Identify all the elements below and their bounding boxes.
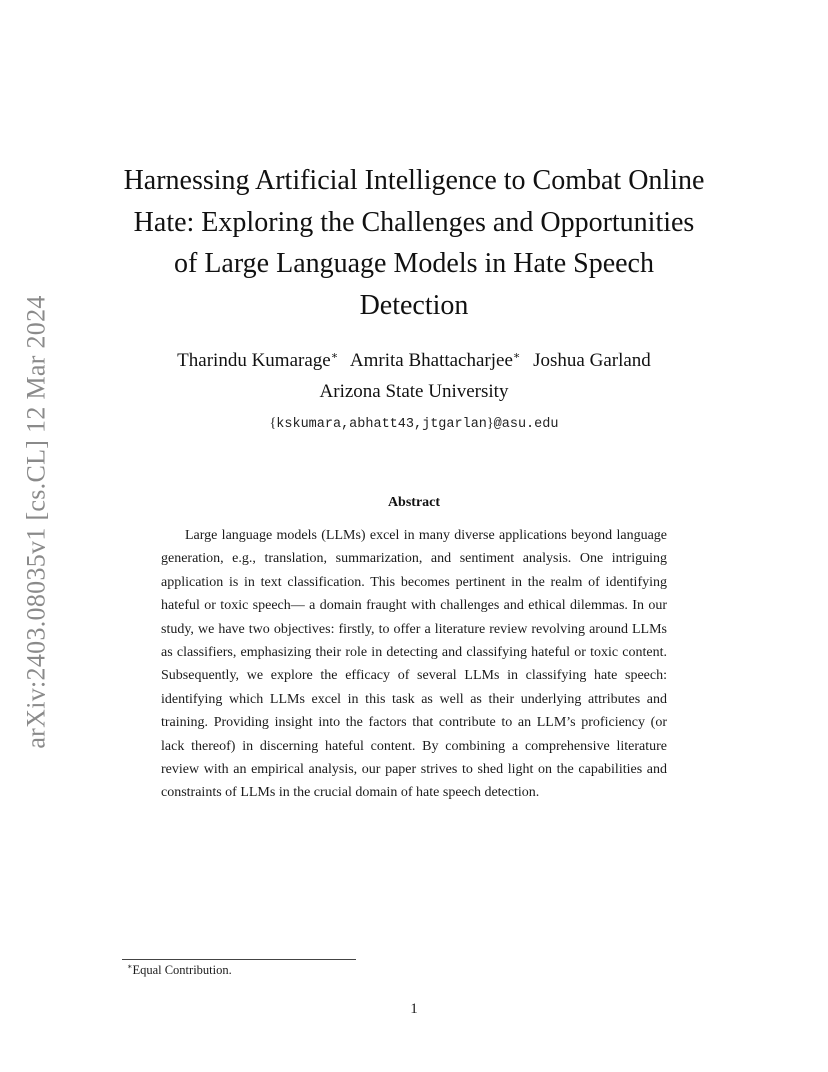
arxiv-identifier-text: arXiv:2403.08035v1 [cs.CL] 12 Mar 2024 [22,295,51,749]
email-domain: @asu.edu [493,417,559,432]
author-2-contribution-mark: ∗ [512,350,521,362]
page-number: 1 [410,1001,418,1017]
author-affiliation: Arizona State University [319,381,509,402]
author-emails [100,414,728,435]
footnote-divider [122,959,356,960]
footnote-text: Equal Contribution. [132,963,232,977]
author-1-contribution-mark: ∗ [330,350,339,362]
abstract-heading: Abstract [387,495,441,510]
footnote-mark: ∗ [127,962,133,971]
author-list [100,349,728,373]
paper-title [100,160,728,326]
abstract-body: Large language models (LLMs) excel in many diverse applications beyond language generation, e.g., translation, summarization, and sentiment analysis. One intriguing application is in text classification. This becomes pertinent in the realm of identifying hateful or toxic speech— a domain fraught with challenges and ethical dilemmas. In our study, we have two objectives: firstly, to offer a literature review revolving around LLMs as classifiers, emphasizing their role in detecting and classifying hateful or toxic content. Subsequently, we explore the efficacy of several LLMs in classifying hate speech: identifying which LLMs excel in this task as well as their underlying attributes and training. Providing insight into the factors that contribute to an LLM’s proficiency (or lack thereof) in discerning hateful content. By combining a comprehensive literature review with an empirical analysis, our paper strives to shed light on the capabilities and constraints of LLMs in the crucial domain of hate speech detection. [161,528,667,801]
arxiv-identifier-stamp [14,285,60,759]
author-name-3: Joshua Garland [533,350,651,371]
author-name-2: Amrita Bhattacharjee [349,350,513,371]
footnote [127,962,232,978]
email-brace-close: } [486,416,494,431]
title-line-4: Detection [359,289,469,321]
title-line-2: Hate: Exploring the Challenges and Opportunities [133,206,695,238]
email-brace-open: { [269,416,277,431]
title-line-3: of Large Language Models in Hate Speech [174,248,654,279]
email-usernames: kskumara,abhatt43,jtgarlan [276,417,487,432]
title-line-1: Harnessing Artificial Intelligence to Combat Online [123,165,705,196]
author-name-1: Tharindu Kumarage [177,350,331,371]
